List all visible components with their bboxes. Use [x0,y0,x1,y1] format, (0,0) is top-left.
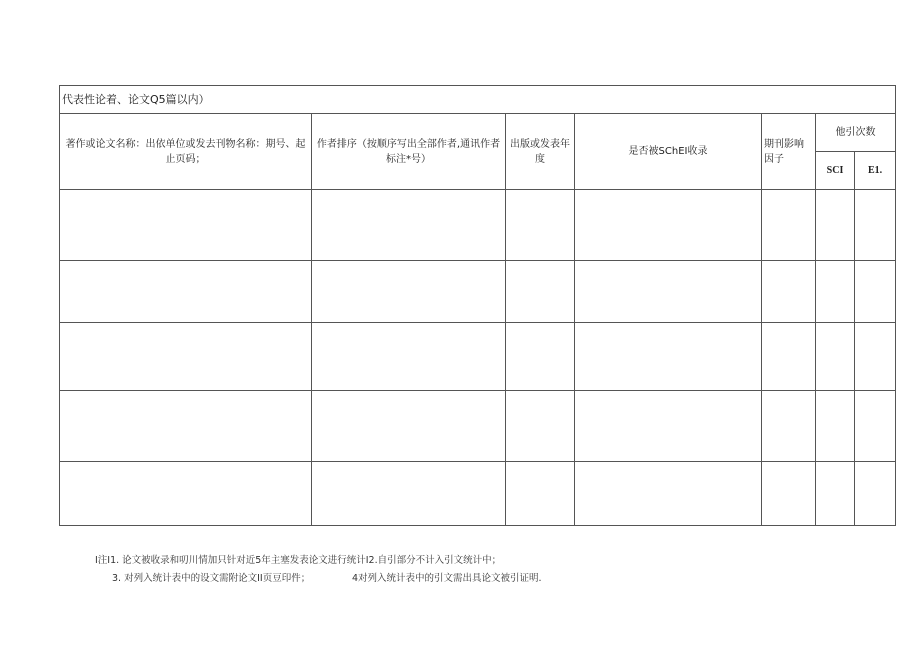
cell-title-info[interactable] [60,190,312,261]
cell-sci[interactable] [816,323,855,391]
achievements-table [59,85,896,526]
cell-impact-factor[interactable] [762,323,816,391]
cell-pub-year[interactable] [506,261,575,323]
cell-pub-year[interactable] [506,190,575,261]
cell-ei[interactable] [855,323,896,391]
table-row [60,261,896,323]
table-row [60,323,896,391]
header-author-order: 作者排序（按顺序写出全部作者,通讯作者标注*号） [312,114,506,190]
table-row [60,462,896,526]
cell-title-info[interactable] [60,261,312,323]
cell-ei[interactable] [855,190,896,261]
cell-title-info[interactable] [60,323,312,391]
table-title-row [60,86,896,114]
cell-ei[interactable] [855,391,896,462]
note-line-3: 3. 对列入统计表中的设文需附论文II页豆印件； [112,573,311,584]
cell-author-order[interactable] [312,261,506,323]
cell-indexed[interactable] [575,261,762,323]
table-row [60,190,896,261]
header-title-info: 著作或论文名称：出依单位或发去刊物名称：期号、起止页码； [60,114,312,190]
cell-author-order[interactable] [312,190,506,261]
note-line-1: I注I1. 论文被收录和叨川情加只针对近5年主塞发表论文进行统计I2.自引部分不计入引文统计中； [95,555,502,566]
cell-indexed[interactable] [575,391,762,462]
cell-pub-year[interactable] [506,323,575,391]
header-sci: SCI [816,152,855,190]
cell-indexed[interactable] [575,323,762,391]
header-row-1 [60,114,896,152]
cell-pub-year[interactable] [506,462,575,526]
cell-pub-year[interactable] [506,391,575,462]
cell-author-order[interactable] [312,391,506,462]
header-pub-year: 出版或发表年度 [506,114,575,190]
cell-ei[interactable] [855,462,896,526]
table-title: 代表性论着、论文Q5篇以内） [60,86,896,114]
note-line-4: 4对列入统计表中的引文需出具论文被引证明. [352,573,542,584]
header-indexed: 是否被SChEI收录 [575,114,762,190]
cell-impact-factor[interactable] [762,261,816,323]
table-row [60,391,896,462]
cell-sci[interactable] [816,190,855,261]
header-impact-factor: 期刊影响因子 [762,114,816,190]
cell-impact-factor[interactable] [762,462,816,526]
cell-title-info[interactable] [60,391,312,462]
header-ei: E1. [855,152,896,190]
cell-indexed[interactable] [575,462,762,526]
header-citations: 他引次数 [816,114,896,152]
cell-ei[interactable] [855,261,896,323]
cell-indexed[interactable] [575,190,762,261]
cell-impact-factor[interactable] [762,190,816,261]
cell-sci[interactable] [816,391,855,462]
cell-title-info[interactable] [60,462,312,526]
cell-author-order[interactable] [312,462,506,526]
cell-author-order[interactable] [312,323,506,391]
cell-sci[interactable] [816,462,855,526]
cell-sci[interactable] [816,261,855,323]
cell-impact-factor[interactable] [762,391,816,462]
